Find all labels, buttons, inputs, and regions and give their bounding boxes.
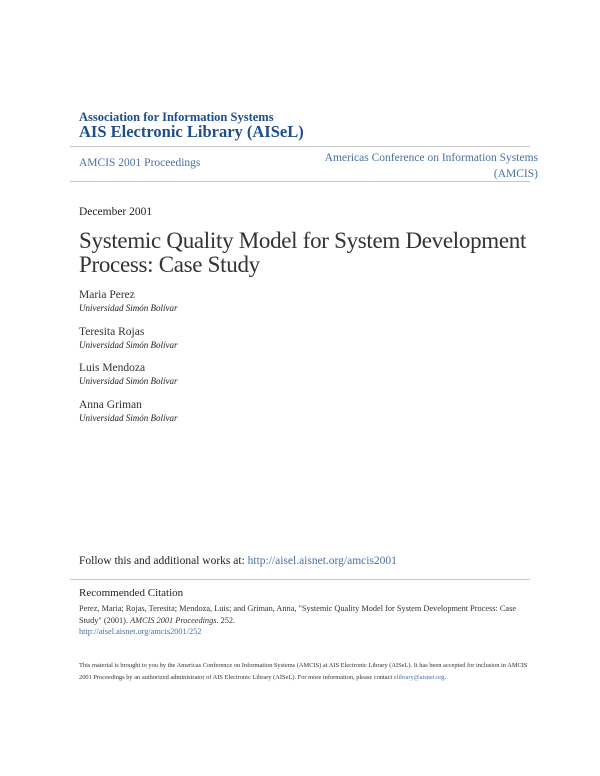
publication-date: December 2001 (79, 206, 153, 218)
author-list (79, 289, 379, 435)
author-entry (79, 289, 379, 326)
author-affiliation: Universidad Simón Bolívar (79, 412, 178, 423)
author-affiliation: Universidad Simón Bolívar (79, 376, 178, 386)
author-entry (79, 399, 379, 436)
author-name[interactable]: Teresita Rojas (79, 325, 145, 338)
author-name[interactable]: Luis Mendoza (79, 362, 146, 374)
org-name: Association for Information Systems (79, 110, 274, 124)
notice-end: . (444, 673, 447, 681)
follow-line (79, 555, 397, 567)
follow-text: Follow this and additional works at: (79, 555, 248, 567)
citation-venue: AMCIS 2001 Proceedings (130, 615, 217, 625)
citation-link[interactable]: http://aisel.aisnet.org/amcis2001/252 (79, 627, 202, 636)
distribution-notice (79, 660, 531, 683)
conference-link[interactable] (298, 150, 538, 182)
library-name[interactable]: AIS Electronic Library (AISeL) (79, 122, 304, 141)
author-name[interactable]: Anna Griman (79, 398, 142, 411)
conference-name-line2: (AMCIS) (493, 168, 538, 180)
citation-divider (70, 579, 530, 580)
paper-title: Systemic Quality Model for System Development Process: Case Study (79, 228, 527, 277)
citation-text-end: . 252. (216, 615, 236, 625)
author-entry (79, 326, 379, 363)
contact-email-link[interactable]: elibrary@aisnet.org (393, 673, 445, 681)
header-divider-bottom (70, 181, 530, 182)
author-affiliation: Universidad Simón Bolívar (79, 339, 178, 350)
conference-name-line1: Americas Conference on Information Systems (324, 152, 538, 164)
author-affiliation: Universidad Simón Bolívar (79, 303, 178, 313)
citation-block (79, 603, 529, 638)
citation-label: Recommended Citation (79, 587, 184, 599)
proceedings-link[interactable]: AMCIS 2001 Proceedings (79, 157, 201, 169)
follow-link[interactable]: http://aisel.aisnet.org/amcis2001 (247, 555, 397, 567)
author-name[interactable]: Maria Perez (79, 289, 135, 301)
citation-text: Perez, Maria; Rojas, Teresita; Mendoza, Luis; and Griman, Anna, "Systemic Quality Model for System Development Process: Case Study" (2001). (79, 604, 516, 625)
notice-text: This material is brought to you by the Americas Conference on Information Systems (AMCIS) at AIS Electronic Library (AISeL). It has been accepted for inclusion in AMCIS 2001 Proceedings by an authorized administrator of AIS Electronic Library (AISeL). For more information, please contact (79, 662, 528, 681)
author-entry (79, 362, 379, 399)
header-divider-top (70, 146, 530, 147)
